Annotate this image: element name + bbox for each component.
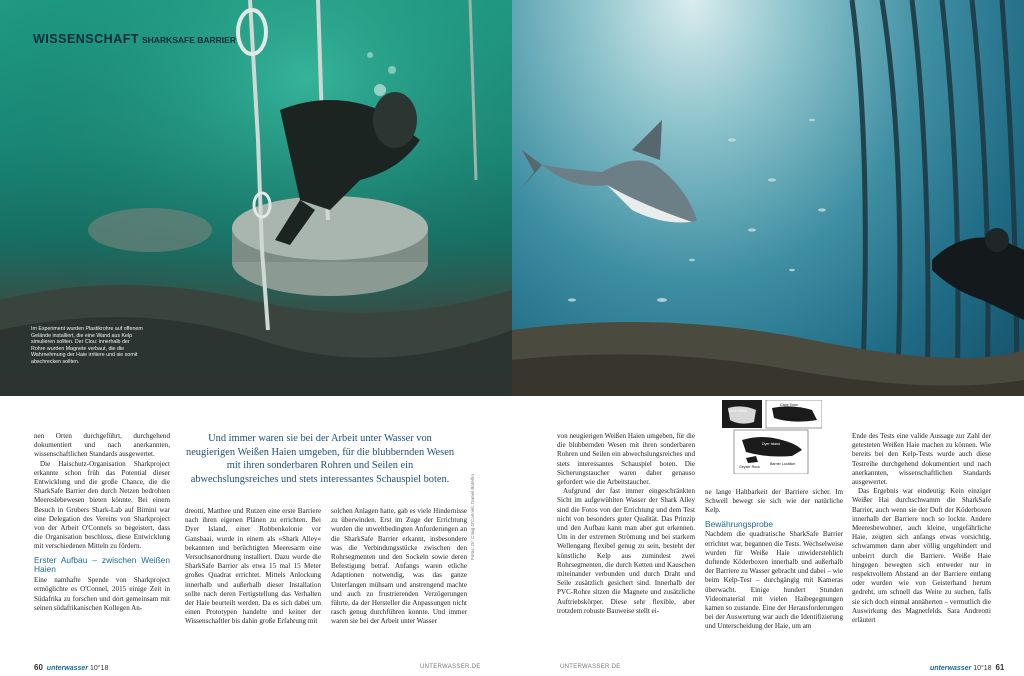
column-5: [705, 488, 843, 632]
pull-quote: Und immer waren sie bei der Arbeit unter Wasser von neugierigen Weißen Haien umgeben, für die blubbernden Wesen mit ihren sonderbaren Rohren und Seilen ein abwechslungsreiches und stets interessantes Schauspiel boten.: [186, 433, 455, 485]
issue-number: 10°18: [973, 665, 992, 672]
paragraph: solchen Anlagen hatte, gab es viele Hindernisse zu überwinden. Erst im Zuge der Errichtung wurden die unweltbedingten Anforderungen an die SharkSafe Barrier erkannt, insbesondere was die Verbindungsstücke zwischen den Rohrsegmenten und den Sockeln sowie deren Befestigung betraf. Anfangs waren etliche Adaptionen notwendig, was das ganze Unterfangen mühsam und anstrengend machte und auch zu frustrierenden Verzögerungen führte, da der Hersteller die Anpassungen nicht rasch genug durchführen konnte. Und immer waren sie bei der Arbeit unter Wasser: [331, 507, 467, 626]
subheading: Erster Aufbau – zwischen Weißen Haien: [34, 554, 170, 575]
footer-right: [930, 663, 1004, 672]
paragraph: Nachdem die quadratische SharkSafe Barrier errichtet war, begannen die Tests. Wechselweise wurden für Weiße Haie unwiderstehlich duftende Köderboxen innerhalb und außerhalb der Barriere zu Wasser gebracht und dabei – wie beim Kelp-Test – durchgängig mit Kameras überwacht. Einige hundert Stunden Videomaterial mit vielen Haibegegnungen kamen so zustande. Eine der Herausforderungen bei der Auswertung war auch die Identifizierung und Unterscheidung der Haie, um am: [705, 530, 843, 631]
subheading: Bewährungsprobe: [705, 518, 773, 529]
map-label: Barrier Location: [770, 462, 796, 466]
magazine-brand: unterwasser: [46, 665, 89, 672]
page-number: 60: [34, 663, 43, 672]
map-label: Geyser Rock: [739, 465, 760, 469]
section-header: [33, 30, 236, 48]
section-title: WISSENSCHAFT: [33, 32, 139, 46]
website: UNTERWASSER.DE: [420, 664, 481, 670]
paragraph: Aufgrund der fast immer eingeschränkten Sicht im aufgewühlten Wasser der Shark Alley sind die Fotos von der Errichtung und dem Test nicht von besonders guter Qualität. Das Prinzip und den Aufbau kann man aber gut erkennen. Um in der extremen Strömung und bei starkem Wellengang flexibel genug zu sein, besteht der künstliche Kelp aus zumindest zwei Rohrsegmenten, die durch Ketten und Kauschen miteinander verbunden und durch Draht und Seile zusätzlich gesichert sind. Innerhalb der PVC-Rohre sitzen die Magnete und zusätzliche Auftriebskörper. Diese sehr flexible, aber trotzdem robuste Bauweise stellt ei-: [557, 487, 695, 615]
paragraph: Eine namhafte Spende von Sharkproject ermöglichte es O'Connel, 2015 einige Zeit in Südafrika zu forschen und dort gemeinsam mit seinen südafrikanischen Kollegen An-: [34, 576, 170, 612]
map-label: Seal Island: [782, 417, 800, 421]
column-4: [557, 432, 695, 616]
footer-right-site: [560, 663, 621, 670]
location-map: [722, 400, 822, 474]
shark-shape: [520, 120, 697, 223]
column-3: [331, 507, 467, 627]
column-2: [185, 507, 321, 627]
column-6: [852, 432, 991, 625]
magazine-brand: unterwasser: [930, 665, 972, 672]
paragraph: ne lange Haltbarkeit der Barriere sicher. Im Schwell bewegt sie sich wie der natürliche Kelp.: [705, 488, 843, 515]
footer-left: [34, 663, 108, 672]
shark-scene-illustration: [512, 0, 1024, 396]
map-label: Dyer Island: [762, 442, 781, 446]
paragraph: Das Ergebnis war eindeutig: Kein einziger Weißer Hai durchschwamm die SharkSafe Barrier, auch wenn sie der Duft der Köderboxen innerhalb der Barriere noch so lockte. Andere Meeresbewohner, auch kleine, ungefährliche Haie, zeigten sich anfangs etwas vorsichtig, schwammen dann aber völlig ungehindert und unbeirrt durch die Barriere. Weiße Haie hingegen bewegten sich entweder nur in respektvollem Abstand an der Barriere entlang oder wurden wie von Geisterhand herum gedreht, um schnell das Weite zu suchen, falls sie sich doch einmal annäherten – vermutlich die Auswirkung des Magnetfelds. Sara Andreotti erläutert: [852, 487, 991, 625]
paragraph: nen Orten durchgeführt, durchgehend dokumentiert und nach anerkannten, wissenschaftlichen Standards ausgewertet.: [34, 432, 170, 459]
shark-photo: [512, 0, 1024, 396]
paragraph: dreotti, Matthee und Rutzen eine erste Barriere nach ihren eigenen Plänen zu errichten. Bei Dyer Island, einer Robbenkolonie vor Gansbaai, wurde in einem als »Shark Alley« bekannten und berüchtigten Meeresarm eine Versuchsanordnung installiert. Dazu wurde die SharkSafe Barrier als etwa 15 mal 15 Meter großes Quadrat errichtet. Mittels Anlockung innerhalb und außerhalb dieser Installation sollte nach deren Fertigstellung das Verhalten der Haie beurteilt werden. Da es sich dabei um einen Prototypen handelte und keiner der Wissenschaftler bis dahin große Erfahrung mit: [185, 507, 321, 626]
paragraph: Die Haischutz-Organisation Sharkproject erkannte schon früh das Potential dieser Entwicklung und die große Chance, die die SharkSafe Barrier den durch Netzen bedrohten Meereslebewesen bieten könnte. Bei einem Besuch in Grubers Shark-Lab auf Bimini war eine Delegation des Vereins von Sharkproject von der Arbeit O'Connels so begeistert, dass die Organisation beschloss, diese Entwicklung mit verschiedenen Mitteln zu fördern.: [34, 459, 170, 551]
column-1: [34, 432, 170, 613]
footer-left-site: [420, 663, 481, 670]
website: UNTERWASSER.DE: [560, 664, 621, 670]
paragraph: von neugierigen Weißen Haien umgeben, für die die blubbernden Wesen mit ihren sonderbaren Rohren und Seilen ein abwechslungsreiches und stets interessantes Schauspiel boten. Die Sicherungstaucher waren daher genauso gefordert wie die Arbeitstaucher.: [557, 432, 695, 487]
map-label: Cape Town: [780, 403, 798, 407]
issue-number: 10°18: [90, 665, 109, 672]
section-topic: SHARKSAFE BARRIER: [142, 35, 236, 45]
photo-caption: Im Experiment wurden Plastikrohre auf offenem Gelände installiert, die eine Wand aus Kelp simulieren sollten. Der Clou: innerhalb der Rohre wurden Magnete verbaut, die die Wahrnehmung der Haie irritiere und sie somit abschrecken sollten.: [31, 326, 143, 365]
photo-credit: Fotos: Dr. Craig O'Connell, Daniel Botelho: [470, 474, 475, 560]
page-number: 61: [995, 663, 1005, 672]
paragraph: Ende des Tests eine valide Aussage zur Zahl der getesteten Weißen Haie machen zu können. Wie bereits bei den Kelp-Tests wurde auch diese Testreihe durchgehend dokumentiert und nach anerkannten, wissenschaftlichen Standards ausgewertet.: [852, 432, 991, 487]
diver-photo: [0, 0, 512, 396]
map-label: South Africa: [728, 409, 748, 413]
